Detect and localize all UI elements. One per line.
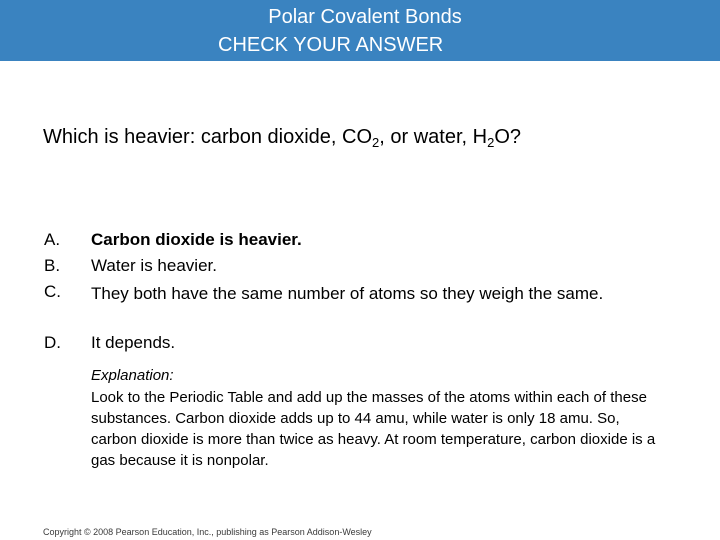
explanation-heading: Explanation: (91, 367, 174, 384)
option-d-text: It depends. (91, 333, 176, 352)
title-banner (0, 0, 720, 61)
option-a-text: Carbon dioxide is heavier. (91, 230, 302, 249)
question-subscript-2: 2 (487, 135, 495, 150)
slide-title: Polar Covalent Bonds (268, 6, 462, 28)
option-b-text: Water is heavier. (91, 256, 217, 275)
option-a-letter: A. (44, 230, 61, 249)
question-text (43, 124, 521, 150)
question-part-1: Which is heavier: carbon dioxide, CO (43, 126, 373, 148)
option-b-letter: B. (44, 256, 61, 275)
option-d-letter: D. (44, 333, 61, 352)
option-c-text: They both have the same number of atoms so they weigh the same. (91, 284, 604, 303)
slide-subtitle: CHECK YOUR ANSWER (218, 34, 444, 56)
question-part-3: O? (494, 126, 522, 148)
option-c-letter: C. (44, 282, 61, 301)
question-subscript-1: 2 (372, 135, 380, 150)
copyright-notice: Copyright © 2008 Pearson Education, Inc., publishing as Pearson Addison-Wesley (43, 527, 372, 537)
question-part-2: , or water, H (379, 126, 488, 148)
explanation-body: Look to the Periodic Table and add up the masses of the atoms within each of these substances. Carbon dioxide adds up to 44 amu, while water is only 18 amu. So, carbon dioxide is more than twice as heavy. At room temperature, carbon dioxide is a gas because it is nonpolar. (91, 389, 656, 469)
